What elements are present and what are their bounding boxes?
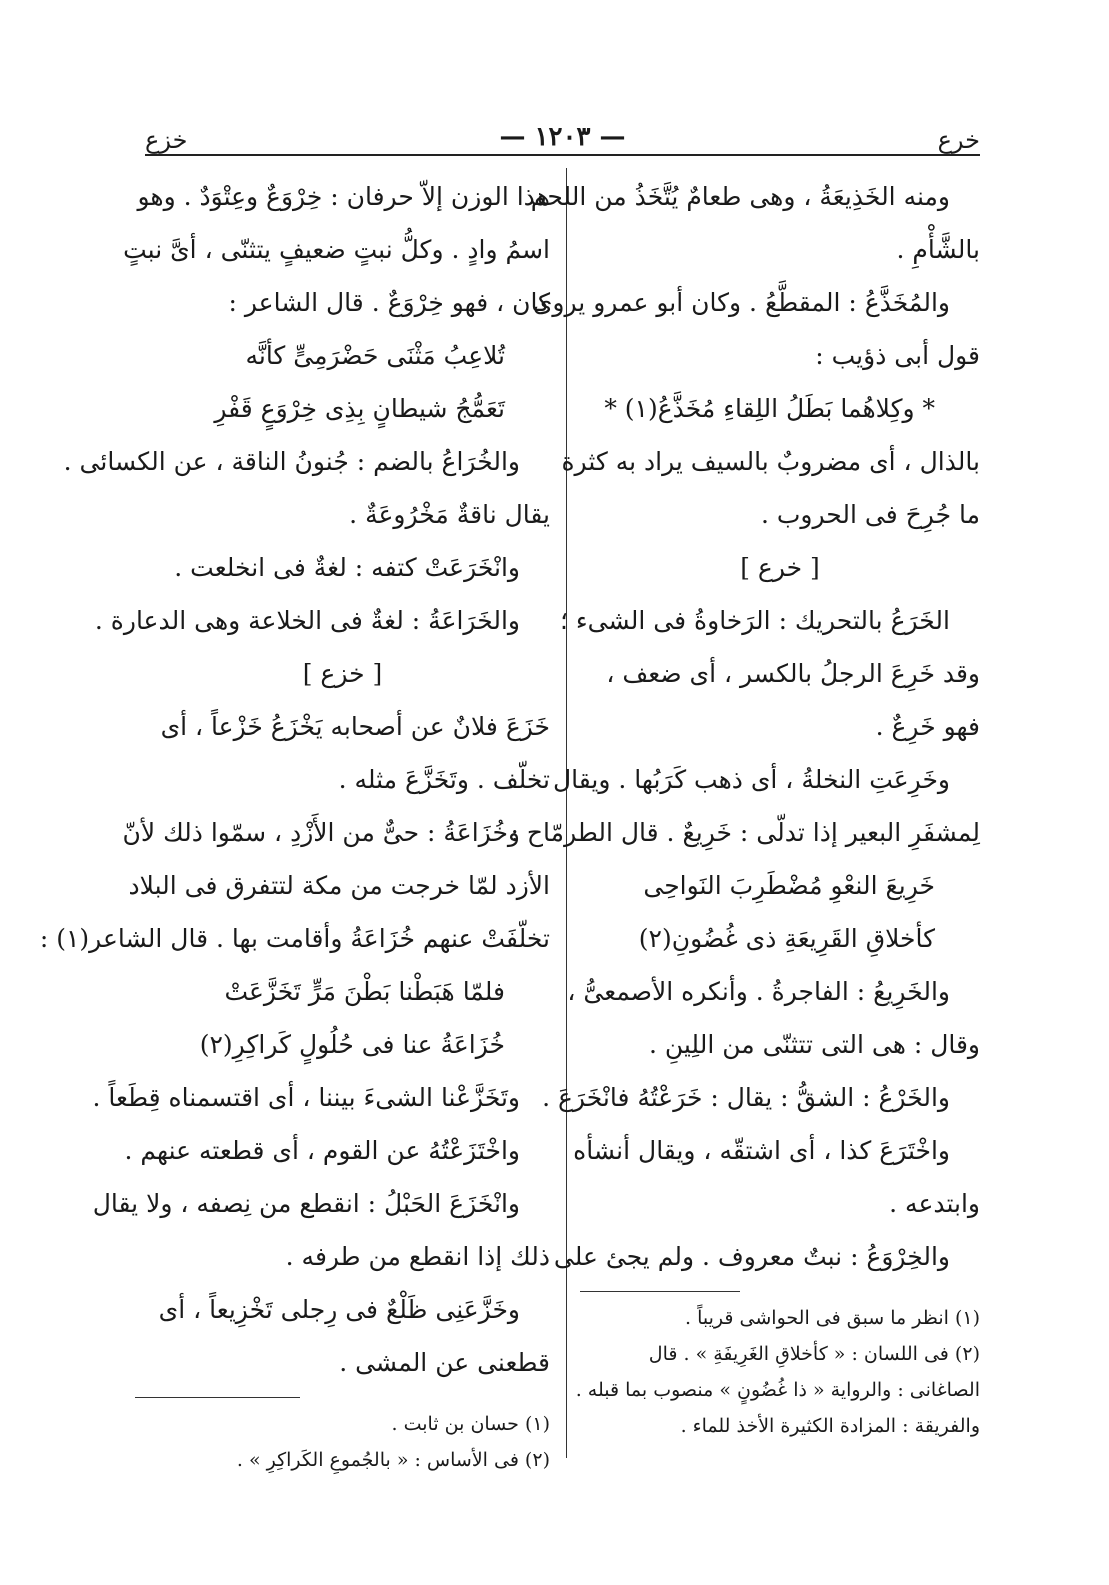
text-line: تخلّف . وتَخَزَّعَ مثله . bbox=[338, 765, 550, 794]
text-line: والخَرِيعُ : الفاجرةُ . وأنكره الأصمعىُّ ، bbox=[567, 977, 950, 1006]
text-line: اسمُ وادٍ . وكلُّ نبتٍ ضعيفٍ يتثنّى ، أىَّ نبتٍ bbox=[123, 235, 550, 264]
verse-line: كأخلاقِ القَرِيعَةِ ذى غُضُونِ(٢) bbox=[638, 924, 935, 953]
text-line: بالذال ، أى مضروبٌ بالسيف يراد به كثرة bbox=[561, 447, 980, 476]
text-line: ومنه الخَذِيعَةُ ، وهى طعامٌ يُتَّخَذُ من اللحم bbox=[530, 182, 950, 211]
entry-heading: [ خزع ] bbox=[302, 659, 383, 688]
footnote: الصاغانى : والرواية « ذا غُضُونٍ » منصوب بما قبله . bbox=[575, 1379, 980, 1401]
page-number: — ١٢٠٣ — bbox=[499, 122, 626, 152]
footnote-rule bbox=[135, 1397, 300, 1398]
text-line: خَزَعَ فلانٌ عن أصحابه يَخْزَعُ خَزْعاً ، أى bbox=[160, 712, 550, 741]
footnote-rule bbox=[580, 1291, 740, 1292]
text-line: والخِرْوَعُ : نبتٌ معروف . ولم يجئ على bbox=[553, 1242, 950, 1271]
left-column bbox=[39, 170, 550, 1478]
footnote: (٢) فى الأساس : « بالجُموعِ الكَراكِرِ » . bbox=[236, 1449, 550, 1471]
verse-line: تَعَمُّجُ شيطانٍ بِذِى خِرْوَعٍ قَفْرِ bbox=[214, 394, 505, 423]
header-root-word-left: خزع bbox=[145, 126, 188, 154]
text-line: وانْخَرَعَتْ كتفه : لغةٌ فى انخلعت . bbox=[174, 553, 520, 582]
entry-heading: [ خرع ] bbox=[740, 553, 820, 582]
text-line: يقال ناقةٌ مَخْرُوعَةٌ . bbox=[349, 500, 550, 529]
header-rule bbox=[145, 154, 980, 156]
text-line: وقد خَرِعَ الرجلُ بالكسر ، أى ضعف ، bbox=[606, 659, 980, 688]
text-line: لِمشفَرِ البعير إذا تدلّى : خَرِيعٌ . قال الطرمّاح : bbox=[510, 818, 980, 847]
verse-line: فلمّا هَبَطْنا بَطْنَ مَرٍّ تَخَزَّعَتْ bbox=[224, 977, 505, 1006]
text-line: والمُخَذَّعُ : المقطَّعُ . وكان أبو عمرو يروى bbox=[532, 288, 950, 317]
text-line: كان ، فهو خِرْوَعٌ . قال الشاعر : bbox=[228, 288, 550, 317]
verse-line: * وكِلاهُما بَطَلُ اللِقاءِ مُخَذَّعُ(١) * bbox=[604, 394, 935, 423]
verse-line: تُلاعِبُ مَثْنَى حَضْرَمِىٍّ كأنَّه bbox=[245, 341, 505, 370]
page-header bbox=[145, 122, 980, 156]
text-line: قول أبى ذؤيب : bbox=[815, 341, 980, 370]
text-line: وخُزَاعَةُ : حىٌّ من الأَزْدِ ، سمّوا ذلك لأنّ bbox=[122, 818, 520, 847]
text-line: والخَرْعُ : الشقُّ : يقال : خَرَعْتُهُ فانْخَرَعَ . bbox=[542, 1083, 950, 1112]
text-line: والخَرَاعَةُ : لغةٌ فى الخلاعة وهى الدعارة . bbox=[94, 606, 520, 635]
text-line: الأزد لمّا خرجت من مكة لتتفرق فى البلاد bbox=[128, 871, 550, 900]
text-line: وقال : هى التى تتثنّى من اللِينِ . bbox=[648, 1030, 980, 1059]
text-line: وانْخَزَعَ الحَبْلُ : انقطع من نِصفه ، ولا يقال bbox=[92, 1189, 520, 1218]
footnote: والفريقة : المزادة الكثيرة الأخذ للماء . bbox=[680, 1415, 980, 1437]
verse-line: خَرِيعَ النعْوِ مُضْطَرِبَ النَواحِى bbox=[643, 871, 935, 900]
text-line: وخَزَّعَنِى ظَلْعٌ فى رِجلى تَخْزِيعاً ، أى bbox=[158, 1295, 520, 1324]
text-line: ما جُرِحَ فى الحروب . bbox=[760, 500, 980, 529]
text-line: وخَرِعَتِ النخلةُ ، أى ذهب كَرَبُها . ويقال bbox=[553, 765, 950, 794]
right-column bbox=[510, 170, 980, 1444]
text-line: الخَرَعُ بالتحريك : الرَخاوةُ فى الشىء ؛ bbox=[559, 606, 950, 635]
header-root-word-right: خرع bbox=[937, 126, 980, 154]
text-line: واخْتَرَعَ كذا ، أى اشتقّه ، ويقال أنشأه bbox=[573, 1136, 950, 1165]
verse-line: خُزَاعَةُ عنا فى حُلُولٍ كَراكِرِ(٢) bbox=[199, 1030, 505, 1059]
text-line: فهو خَرِعٌ . bbox=[875, 712, 980, 741]
text-line: بالشَّأْمِ . bbox=[896, 235, 980, 264]
footnote: (١) حسان بن ثابت . bbox=[391, 1413, 550, 1435]
text-line: ذلك إذا انقطع من طرفه . bbox=[285, 1242, 550, 1271]
footnote: (١) انظر ما سبق فى الحواشى قريباً . bbox=[685, 1307, 980, 1329]
text-line: وابتدعه . bbox=[889, 1189, 980, 1218]
text-line: قطعنى عن المشى . bbox=[339, 1348, 550, 1377]
text-line: واخْتَزَعْتُهُ عن القوم ، أى قطعته عنهم . bbox=[124, 1136, 520, 1165]
text-line: هذا الوزن إلاّ حرفان : خِرْوَعٌ وعِتْوَدٌ . وهو bbox=[137, 182, 550, 211]
text-line: وتَخَزَّعْنا الشىءَ بيننا ، أى اقتسمناه قِطَعاً . bbox=[92, 1083, 520, 1112]
text-line: والخُرَاعُ بالضم : جُنونُ الناقة ، عن الكسائى . bbox=[63, 447, 520, 476]
footnote: (٢) فى اللسان : « كأخلاقِ الغَرِيفَةِ » . قال bbox=[648, 1343, 980, 1365]
text-line: تخلّفَتْ عنهم خُزَاعَةُ وأقامت بها . قال الشاعر(١) : bbox=[39, 924, 550, 953]
